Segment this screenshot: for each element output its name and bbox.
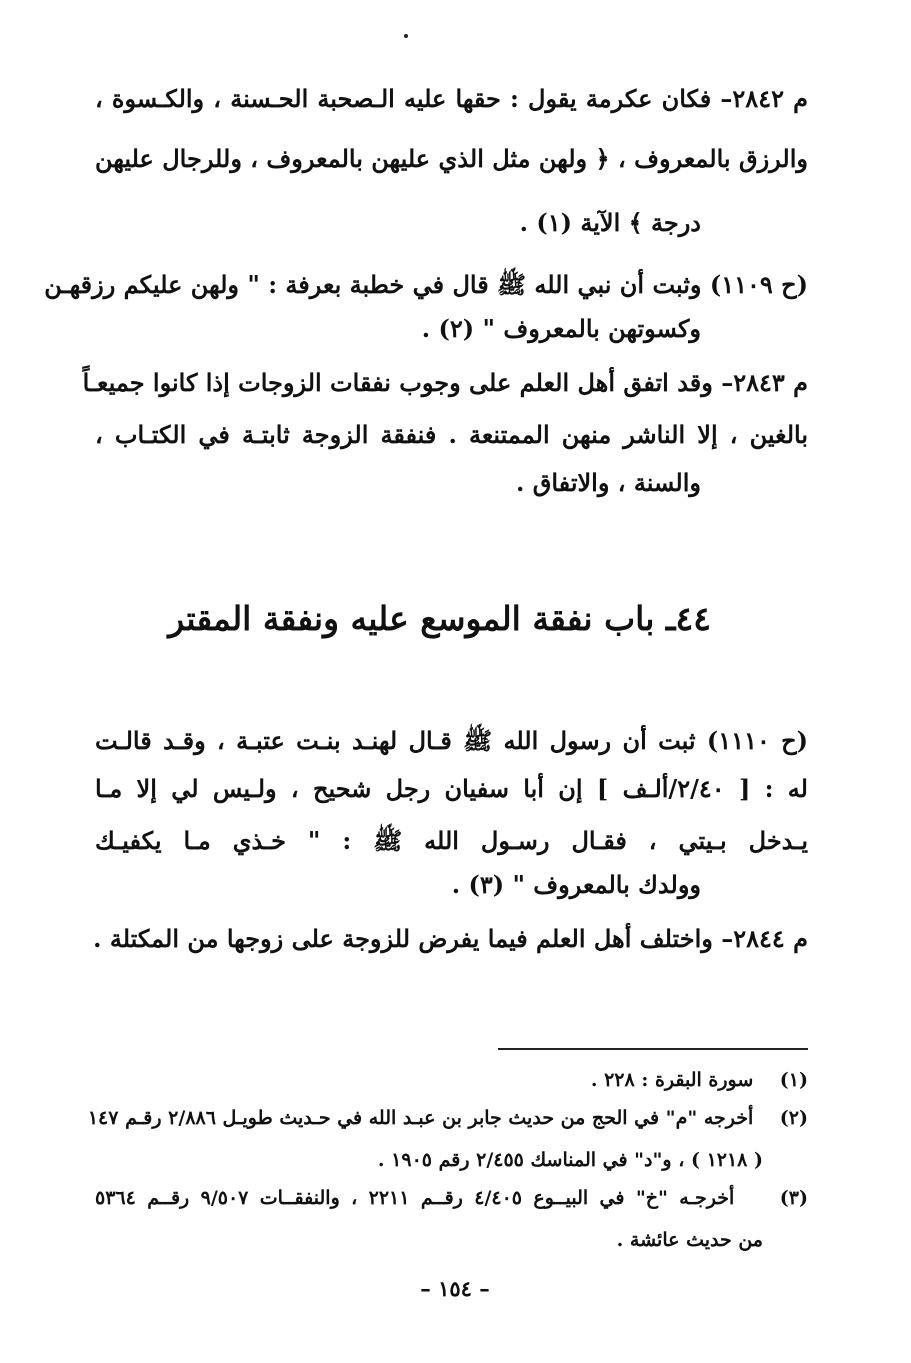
footnote-2-text-1: أخرجه "م" في الحج من حديث جابر بن عبـد الله في حـديث طويـل ٢/٨٨٦ رقـم ١٤٧: [87, 1107, 754, 1129]
footnote-3-line-1: [95, 1184, 808, 1212]
footnote-1: [591, 1066, 808, 1094]
hadith-1109-line-1: (ح ١١٠٩) وثبت أن نبي الله ﷺ قال في خطبة بعرفة : " ولهن عليكم رزقهـن: [44, 270, 808, 299]
paragraph-2842-line-1: م ٢٨٤٢– فكان عكرمة يقول : حقها عليه الـصحبة الحـسنة ، والكـسوة ،: [95, 84, 808, 113]
top-mark: [404, 34, 408, 38]
footnote-2-line-2: ( ١٢١٨ ) ، و"د" في المناسك ٢/٤٥٥ رقم ١٩٠٥ .: [377, 1149, 763, 1171]
footnote-separator: [498, 1048, 808, 1050]
paragraph-2842-line-2: والرزق بالمعروف ، ﴿ ولهن مثل الذي عليهن بالمعروف ، وللرجال عليهن: [95, 144, 808, 173]
hadith-1109-line-2: وكسوتهن بالمعروف " (٢) .: [421, 314, 701, 343]
footnote-1-text: سورة البقرة : ٢٢٨ .: [590, 1069, 754, 1091]
paragraph-2843-line-3: والسنة ، والاتفاق .: [516, 468, 701, 497]
hadith-1110-line-4: وولدك بالمعروف " (٣) .: [451, 870, 701, 899]
footnote-1-number: (١): [779, 1069, 808, 1091]
footnote-3-text-1: أخرجـه "خ" في البيــوع ٤/٤٠٥ رقــم ٢٢١١ ، والنفقــات ٩/٥٠٧ رقــم ٥٣٦٤: [95, 1187, 735, 1209]
chapter-heading: ٤٤ـ باب نفقة الموسع عليه ونفقة المقتر: [168, 599, 711, 638]
hadith-1110-line-2: له : [ ٢/٤٠/ألـف ] إن أبا سفيان رجل شحيح ، ولـيس لي إلا مـا: [95, 774, 808, 803]
paragraph-2843-line-1: م ٢٨٤٣– وقد اتفق أهل العلم على وجوب نفقات الزوجات إذا كانوا جميعـاً: [82, 368, 808, 397]
footnote-3-number: (٣): [779, 1187, 809, 1209]
paragraph-2842-line-3: درجة ﴾ الآية (١) .: [519, 208, 701, 237]
hadith-1110-line-3: يـدخل بـيتي ، فقـال رسـول الله ﷺ : " خـذي مـا يكفيـك: [95, 826, 808, 855]
page-number: – ١٥٤ –: [420, 1276, 490, 1301]
footnote-3-line-2: من حديث عائشة .: [616, 1229, 763, 1251]
footnote-2-number: (٢): [779, 1107, 808, 1129]
paragraph-2844-line-1: م ٢٨٤٤– واختلف أهل العلم فيما يفرض للزوجة على زوجها من المكتلة .: [93, 924, 808, 953]
hadith-1110-line-1: (ح ١١١٠) ثبت أن رسول الله ﷺ قـال لهنـد بنـت عتبـة ، وقـد قالـت: [95, 726, 809, 755]
footnote-2-line-1: [87, 1104, 808, 1132]
paragraph-2843-line-2: بالغين ، إلا الناشر منهن الممتنعة . فنفقة الزوجة ثابتـة في الكتـاب ،: [95, 420, 808, 449]
